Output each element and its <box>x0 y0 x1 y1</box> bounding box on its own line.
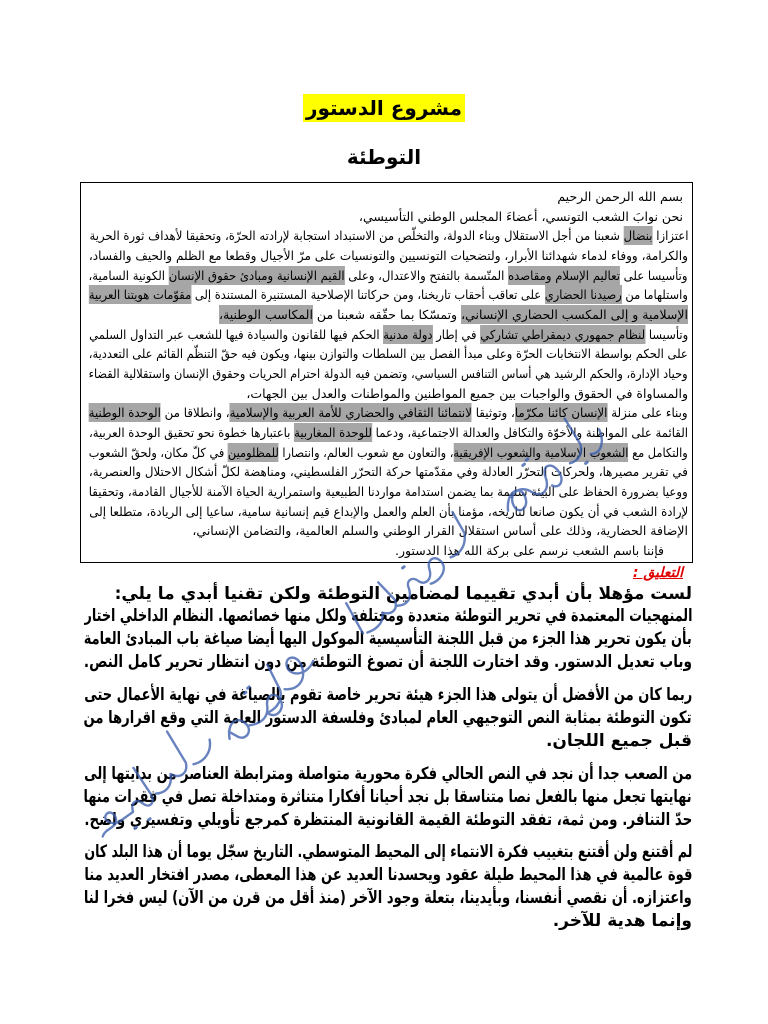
text-run: ، وانطلاقا من <box>161 405 230 421</box>
commentary-label: التعليق : <box>632 565 683 581</box>
text-run: وتمسّكا بما حقّقه شعبنا من <box>312 306 462 322</box>
preamble-paragraph <box>89 207 688 227</box>
preamble-line <box>89 403 688 423</box>
line-text: وباب تعديل الدستور. وقد اختارت اللجنة أن تصوغ التوطئة من دون انتظار تحرير كامل النص. <box>84 652 692 673</box>
preamble-line <box>89 325 688 345</box>
preamble-line <box>89 207 688 227</box>
highlighted-phrase: للمظلومين <box>228 444 280 460</box>
section-title: التوطئة <box>346 145 422 169</box>
line-text <box>395 541 664 561</box>
line-text <box>89 403 688 423</box>
line-text <box>359 207 683 227</box>
text-run: باعتبارها خطوة نحو تحقيق الوحدة العربية، <box>89 424 295 440</box>
commentary-paragraph <box>84 684 692 753</box>
line-text <box>89 266 688 286</box>
preamble-box <box>80 182 693 563</box>
text-run: الإضافة الحضارية، وذلك على أساس استقلال القرار الوطني والسلم العالمية، والتضامن الإنساني، <box>192 523 688 539</box>
preamble-line <box>89 344 688 364</box>
line-text: المنهجيات المعتمدة في تحرير التوطئة متعددة ومختلفة ولكل منها خصائصها. النظام الداخلي اختار <box>84 606 692 627</box>
text-run: وبناء على منزلة <box>607 405 688 421</box>
text-run: نحن نوابَ الشعب التونسي، أعضاءَ المجلس الوطني التأسيسي، <box>358 208 683 224</box>
line-text <box>89 226 688 246</box>
line-text <box>89 285 688 305</box>
commentary-paragraph <box>84 605 692 674</box>
commentary-line <box>84 910 692 933</box>
highlighted-phrase: مقوّمات هويتنا العربية <box>89 287 192 303</box>
commentary-line <box>84 763 692 786</box>
preamble-line <box>89 384 688 404</box>
line-text <box>89 344 688 364</box>
line-text <box>219 305 688 325</box>
highlighted-phrase: بنضال <box>623 228 653 244</box>
preamble-line <box>89 305 688 325</box>
line-text <box>89 325 688 345</box>
line-text <box>89 443 688 463</box>
preamble-line <box>89 246 688 266</box>
commentary-line <box>84 628 692 651</box>
text-run: اعتزازا <box>652 228 688 244</box>
text-run: وتأسيسا على <box>620 267 688 283</box>
text-run: على تعاقب أحقاب تاريخنا، ومن حركاتنا الإصلاحية المستنيرة المستندة إلى <box>191 287 545 303</box>
preamble-line <box>89 187 688 207</box>
highlighted-phrase: دولة مدنية <box>383 326 433 342</box>
commentary-line <box>84 684 692 707</box>
commentary-line <box>84 841 692 864</box>
highlighted-phrase: الشعوب الإسلامية والشعوب الإفريقية <box>453 444 629 460</box>
commentary-line <box>84 809 692 832</box>
preamble-line <box>89 462 688 482</box>
preamble-paragraph <box>89 325 688 404</box>
line-text: قبل جميع اللجان. <box>545 730 692 751</box>
highlighted-phrase: القيم الإنسانية ومبادئ حقوق الإنسان <box>169 267 346 283</box>
line-text <box>192 521 688 541</box>
line-text: واعتزازه. أن نقصي أنفسنا، وبأيدينا، بتعلة وجود الآخر (منذ أقل من قرن من الآن) ليس فخرا لنا <box>84 888 692 909</box>
highlighted-phrase: الإنسان كائنا مكرّما <box>515 405 608 421</box>
line-text: ربما كان من الأفضل أن يتولى هذا الجزء هيئة تحرير خاصة تقوم بالصياغة في نهاية الأعمال حتى <box>84 685 692 706</box>
commentary-line <box>84 583 692 606</box>
preamble-line <box>89 423 688 443</box>
line-text: حدّ التنافر. ومن ثمة، تفقد التوطئة القيمة القانونية المنتظرة كمرجع تأويلي وتفسيري واضح. <box>84 809 692 830</box>
text-run: والكرامة، ووفاء لدماء شهدائنا الأبرار، ولتضحيات التونسيين والتونسيات على مرّ الأجيال وقطعا مع الظلم والحيف والفساد، <box>89 247 688 263</box>
commentary-line <box>84 707 692 730</box>
text-run: القائمة على المواطنة والأخوّة والتكافل والعدالة الاجتماعية، ودعما <box>372 424 688 440</box>
commentary-line <box>84 887 692 910</box>
commentary-paragraph <box>84 763 692 832</box>
line-text <box>89 423 688 443</box>
text-run: المتّسمة بالتفتح والاعتدال، وعلى <box>345 267 509 283</box>
commentary-line <box>84 864 692 887</box>
line-text: قوة عالمية في هذا المحيط طيلة عقود ويحسدنا العديد عن هذا المعطى، مصدر افتخار العديد منا <box>84 865 692 886</box>
text-run: ، وتوثيقا <box>472 405 516 421</box>
line-text: من الصعب جدا أن نجد في النص الحالي فكرة محورية متواصلة ومترابطة العناصر من بدايتها إلى <box>84 763 692 784</box>
highlighted-phrase: تعاليم الإسلام ومقاصده <box>508 267 621 283</box>
preamble-paragraph <box>89 403 688 541</box>
line-text <box>89 462 688 482</box>
text-run: فإننا باسم الشعب نرسم على بركة الله هذا الدستور. <box>395 542 664 558</box>
line-text: تكون التوطئة بمثابة النص التوجيهي العام لمبادئ وفلسفة الدستور العامة التي وقع اقرارها من <box>84 707 692 728</box>
text-run: ، والتعاون مع شعوب العالم، وانتصارا <box>279 444 454 460</box>
preamble-paragraph <box>89 226 688 324</box>
text-run: واستلهاما من <box>621 287 688 303</box>
preamble-line <box>89 502 688 522</box>
line-text <box>246 384 688 404</box>
line-text: بأن يكون تحرير هذا الجزء من قبل اللجنة التأسيسية الموكول اليها أيضا صياغة باب المبادئ العامة <box>84 629 692 650</box>
line-text <box>89 502 688 522</box>
document-title: مشروع الدستور <box>303 94 465 122</box>
highlighted-phrase: المكاسب الوطنية، <box>219 306 313 322</box>
line-text <box>557 187 683 207</box>
commentary-paragraph <box>84 841 692 933</box>
text-run: في كلّ مكان، ولحقّ الشعوب <box>89 444 229 460</box>
text-run: شعبنا من أجل الاستقلال وبناء الدولة، والتخلّص من الاستبداد استجابة لإرادته الحرّة، وتحقيقا لأهداف ثورة الحرية <box>89 228 624 244</box>
preamble-line <box>89 226 688 246</box>
commentary-line <box>84 730 692 753</box>
highlighted-phrase: لنظام جمهوري ديمقراطي تشاركي <box>480 326 646 342</box>
highlighted-phrase: رصيدنا الحضاري <box>544 287 622 303</box>
text-run: والمساواة في الحقوق والواجبات بين جميع المواطنين والمواطنات والعدل بين الجهات، <box>246 385 688 401</box>
text-run: في إطار <box>432 326 481 342</box>
preamble-line <box>89 521 688 541</box>
text-run: وتأسيسا <box>645 326 688 342</box>
commentary-line <box>84 651 692 674</box>
line-text <box>89 364 688 384</box>
commentary-body <box>84 583 692 933</box>
document-title-block <box>0 94 768 122</box>
text-run: لإرادة الشعب في أن يكون صانعا لتاريخه، مؤمنا بأن العلم والعمل والإبداع قيم إنسانية سامية، ساعيا إلى الريادة، متطلعا إلى <box>89 503 688 519</box>
highlighted-phrase: للوحدة المغاربية <box>294 424 373 440</box>
text-run: ووعيا بضرورة الحفاظ على البيئة سليمة بما يضمن استدامة مواردنا الطبيعية واستمرارية الحياة الآمنة للأجيال القادمة، وتحقيقا <box>89 483 688 499</box>
line-text <box>89 246 688 266</box>
highlighted-phrase: الإسلامية و إلى المكسب الحضاري الإنساني، <box>461 306 688 322</box>
commentary-line <box>84 605 692 628</box>
line-text: وإنما هدية للآخر. <box>552 911 692 932</box>
line-text: لم أقتنع ولن أقتنع بتغييب فكرة الانتماء إلى المحيط المتوسطي. التاريخ سجّل يوما أن هذا البلد كان <box>84 842 692 863</box>
line-text: نهايتها تجعل منها بالفعل نصا متناسقا بل نجد أحيانا أفكارا متناثرة ومتداخلة تصل في فقرات منها <box>84 786 692 807</box>
preamble-line <box>89 364 688 384</box>
preamble-line <box>89 482 688 502</box>
preamble-line <box>89 266 688 286</box>
text-run: والتكامل مع <box>628 444 688 460</box>
preamble-paragraph <box>89 187 688 207</box>
commentary-paragraph <box>84 583 692 606</box>
line-text: لست مؤهلا بأن أبدي تقييما لمضامين التوطئة ولكن تقنيا أبدي ما يلي: <box>114 583 692 604</box>
text-run: الكونية السامية، <box>89 267 170 283</box>
text-run: في تقرير مصيرها، ولحركات التحرّر العادلة وفي مقدّمتها حركة التحرّر الفلسطيني، ومناهضة لكلّ أشكال الاحتلال والعنصرية، <box>89 464 688 480</box>
text-run: الحكم فيها للقانون والسيادة فيها للشعب عبر التداول السلمي <box>89 326 384 342</box>
text-run: وحياد الإدارة، والحكم الرشيد هي أساس التنافس السياسي، وتضمن فيه الدولة احترام الحريات وحقوق الإنسان واستقلالية القضاء <box>89 365 688 381</box>
preamble-line <box>89 443 688 463</box>
commentary-line <box>84 786 692 809</box>
preamble-line <box>89 541 688 561</box>
preamble-line <box>89 285 688 305</box>
text-run: على الحكم بواسطة الانتخابات الحرّة وعلى مبدأ الفصل بين السلطات والتوازن بينها، ويكون فيه حقّ التنظّم القائم على التعددية، <box>89 346 688 362</box>
highlighted-phrase: لانتمائنا الثقافي والحضاري للأمة العربية والإسلامية <box>229 405 473 421</box>
highlighted-phrase: الوحدة الوطنية <box>89 405 162 421</box>
text-run: بسم الله الرحمن الرحيم <box>557 189 683 204</box>
line-text <box>89 482 688 502</box>
preamble-paragraph <box>89 541 688 561</box>
